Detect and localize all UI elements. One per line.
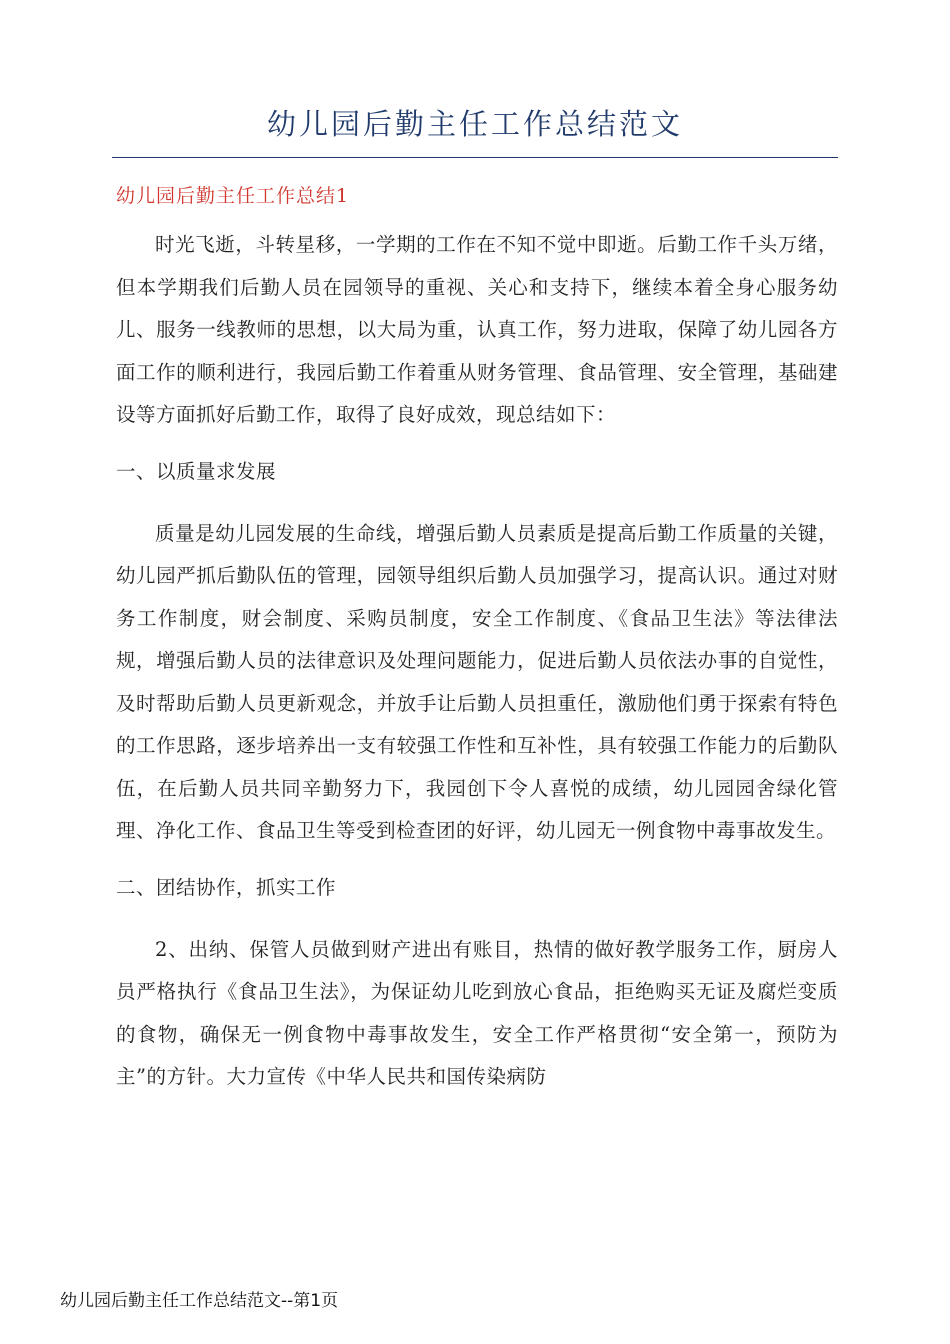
paragraph-teamwork: 2、出纳、保管人员做到财产进出有账目，热情的做好教学服务工作，厨房人员严格执行《食品卫生法》，为保证幼儿吃到放心食品，拒绝购买无证及腐烂变质的食物，确保无一例食物中毒事故发生，安全工作严格贯彻“安全第一，预防为主”的方针。大力宣传《中华人民共和国传染病防 [116,937,838,1088]
section-title: 幼儿园后勤主任工作总结1 [116,185,350,207]
paragraph-intro: 时光飞逝，斗转星移，一学期的工作在不知不觉中即逝。后勤工作千头万绪，但本学期我们后勤人员在园领导的重视、关心和支持下，继续本着全身心服务幼儿、服务一线教师的思想，以大局为重，认真工作，努力进取，保障了幼儿园各方面工作的顺利进行，我园后勤工作着重从财务管理、食品管理、安全管理，基础建设等方面抓好后勤工作，取得了良好成效，现总结如下： [116,233,838,426]
title-divider [112,157,838,158]
heading-teamwork: 二、团结协作，抓实工作 [116,875,337,899]
paragraph-quality: 质量是幼儿园发展的生命线，增强后勤人员素质是提高后勤工作质量的关键，幼儿园严抓后勤队伍的管理，园领导组织后勤人员加强学习，提高认识。通过对财务工作制度，财会制度、采购员制度，安全工作制度、《食品卫生法》等法律法规，增强后勤人员的法律意识及处理问题能力，促进后勤人员依法办事的自觉性，及时帮助后勤人员更新观念，并放手让后勤人员担重任，激励他们勇于探索有特色的工作思路，逐步培养出一支有较强工作性和互补性，具有较强工作能力的后勤队伍，在后勤人员共同辛勤努力下，我园创下令人喜悦的成绩，幼儿园园舍绿化管理、净化工作、食品卫生等受到检查团的好评，幼儿园无一例食物中毒事故发生。 [116,521,838,842]
document-title: 幼儿园后勤主任工作总结范文 [266,107,683,141]
page-footer: 幼儿园后勤主任工作总结范文--第1页 [60,1291,339,1311]
document-body [116,178,838,1099]
heading-quality: 一、以质量求发展 [116,459,277,483]
